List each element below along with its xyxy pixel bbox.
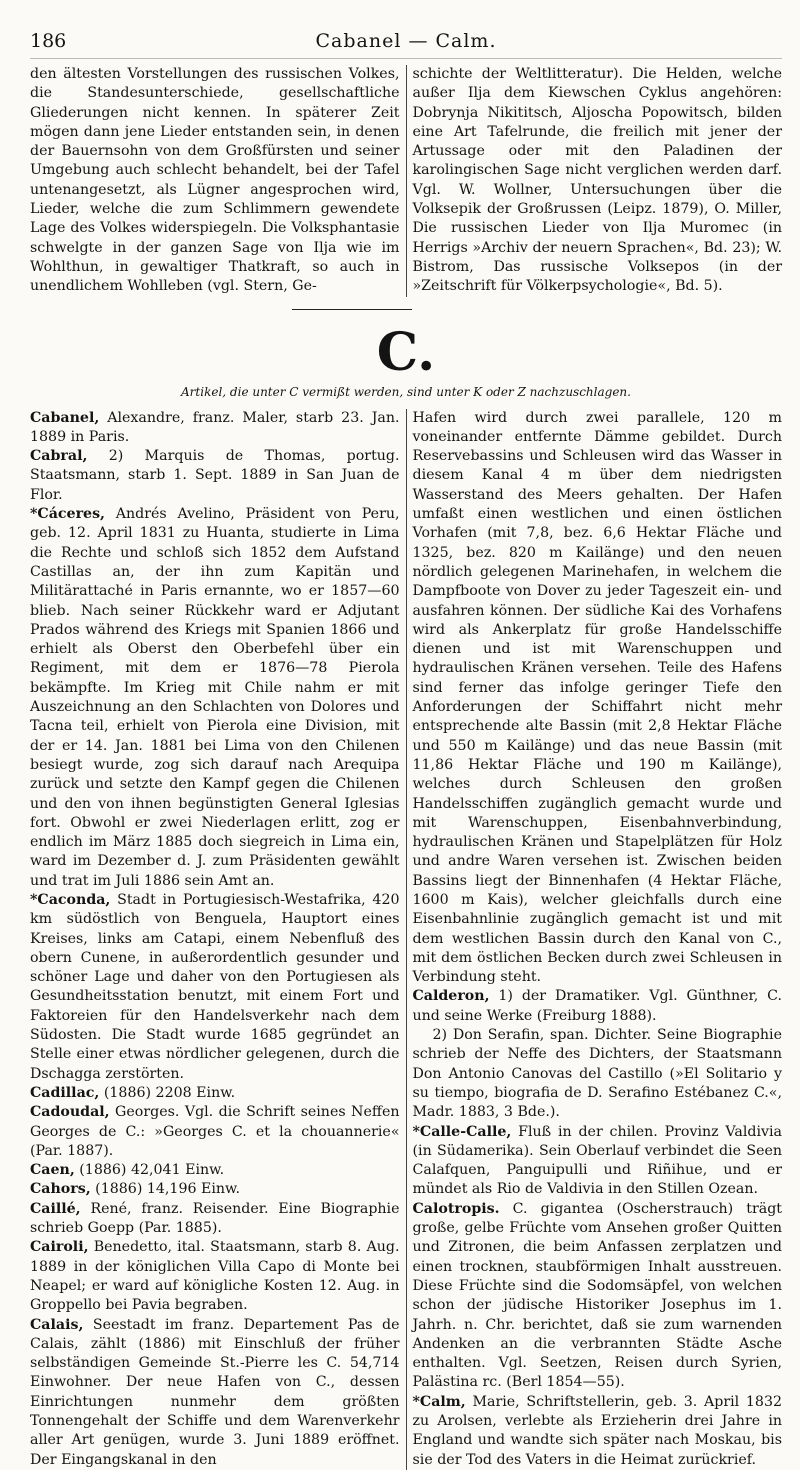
entries-left-column — [30, 409, 406, 1470]
entry-text: Alexandre, franz. Maler, starb 23. Jan. 1889 in Paris. — [30, 409, 400, 445]
entry-text: Fluß in der chilen. Provinz Valdivia (in Südamerika). Sein Oberlauf verbindet die Seen Calafquen, Panguipulli und Riñihue, und er mündet als Rio de Valdivia in den Stillen Ozean. — [412, 1123, 782, 1198]
dictionary-entry — [413, 1200, 783, 1393]
entry-headword: Cahors, — [30, 1181, 91, 1198]
entry-text: Stadt in Portugiesisch-Westafrika, 420 km südöstlich von Benguela, Hauptort eines Kreises, links am Catapi, einem Nebenfluß des obern Cunene, in außerordentlich gesunder und schöner Lage und daher von den Portugiesen als Gesundheitsstation benutzt, mit einem Fort und Faktoreien für den Handelsverkehr nach dem Südosten. Die Stadt wurde 1685 gegründet an Stelle einer etwas nördlicher gelegenen, durch die Dschagga zerstörten. — [30, 891, 400, 1082]
entry-text: Seestadt im franz. Departement Pas de Calais, zählt (1886) mit Einschluß der früher selbständigen Gemeinde St.-Pierre les C. 54,714 Einwohner. Der neue Hafen von C., dessen Einrichtungen nunmehr dem größten Tonnengehalt der Schiffe und dem Warenverkehr aller Art genügen, wurde 3. Juni 1889 eröffnet. Der Eingangskanal in den — [30, 1316, 400, 1468]
entries-right-column — [406, 409, 783, 1470]
section-note: Artikel, die unter C vermißt werden, sind unter K oder Z nachzuschlagen. — [181, 384, 631, 399]
entry-text: Georges. Vgl. die Schrift seines Neffen Georges de C.: »Georges C. et la chouannerie« (Par. 1887). — [30, 1104, 400, 1159]
section-break — [30, 301, 782, 401]
dictionary-entry — [413, 1393, 783, 1470]
page-number: 186 — [30, 30, 67, 52]
top-left-column — [30, 65, 406, 297]
entry-text: Marie, Schriftstellerin, geb. 3. April 1832 zu Arolsen, verlebte als Erzieherin drei Jahre in England und wandte sich später nach Moskau, bis sie der Tod des Vaters in die Heimat zurückrief. — [412, 1393, 782, 1468]
entry-headword: Calais, — [30, 1316, 84, 1333]
entry-headword: Cadoudal, — [30, 1104, 110, 1121]
dictionary-entry — [413, 987, 783, 1026]
entry-headword: Cairoli, — [30, 1239, 89, 1256]
entry-headword: *Calm, — [412, 1393, 466, 1410]
entry-headword: Caillé, — [30, 1200, 81, 1217]
entry-text: (1886) 2208 Einw. — [99, 1084, 236, 1101]
dictionary-entry — [30, 409, 400, 448]
dictionary-entry — [30, 505, 400, 891]
entry-text: Hafen wird durch zwei parallele, 120 m voneinander entfernte Dämme gebildet. Durch Reservebassins und Schleusen wird das Wasser in diesem Kanal 4 m über dem niedrigsten Wasserstand des Meers gehalten. Der Hafen umfaßt einen westlichen und einen östlichen Vorhafen (mit 7,8, bez. 6,6 Hektar Fläche und 1325, bez. 820 m Kailänge) und den neuen nördlich gelegenen Marinehafen, in welchem die Dampfboote von Dover zu jeder Tageszeit ein- und ausfahren können. Der südliche Kai des Vorhafens wird als Ankerplatz für große Handelsschiffe dienen und ist mit Warenschuppen und hydraulischen Kränen versehen. Teile des Hafens sind ferner das infolge geringer Tiefe den Anforderungen der Schiffahrt nicht mehr entsprechende alte Bassin (mit 2,8 Hektar Fläche und 550 m Kailänge) und das neue Bassin (mit 11,86 Hektar Fläche und 190 m Kailänge), welches durch Schleusen den großen Handelsschiffen zugänglich gemacht wurde und mit Warenschuppen, Eisenbahnverbindung, hydraulischen Kränen und Stapelplätzen für Holz und andre Waren versehen ist. Zwischen beiden Bassins liegt der Binnenhafen (4 Hektar Fläche, 1600 m Kais), welcher gleichfalls durch eine Eisenbahnlinie zugänglich gemacht ist und mit dem westlichen Bassin durch den Kanal von C., mit dem östlichen Becken durch zwei Schleusen in Verbindung steht. — [412, 409, 782, 986]
entry-text: 2) Don Serafin, span. Dichter. Seine Biographie schrieb der Neffe des Dichters, der Staatsmann Don Antonio Canovas del Castillo (»El Solitario y su tiempo, biografia de D. Serafino Estébanez C.«, Madr. 1883, 3 Bde.). — [412, 1027, 782, 1121]
entry-headword: Cabanel, — [30, 409, 100, 426]
dictionary-entry — [30, 1316, 400, 1470]
section-letter: C. — [376, 321, 436, 383]
entry-headword: *Caconda, — [30, 891, 111, 908]
entry-text: (1886) 42,041 Einw. — [74, 1162, 225, 1179]
dictionary-entry — [413, 409, 783, 988]
entry-text: C. gigantea (Oscherstrauch) trägt große, gelbe Früchte vom Ansehen großer Quitten und Zitronen, die beim Anfassen zerplatzen und einen trocknen, staubförmigen Inhalt ausstreuen. Diese Früchte sind die Sodomsäpfel, von welchen schon der jüdische Historiker Josephus im 1. Jahrh. n. Chr. berichtet, daß sie zum warnenden Andenken an die verbrannten Städte Asche enthalten. Vgl. Seetzen, Reisen durch Syrien, Palästina rc. (Berl 1854—55). — [412, 1200, 782, 1391]
entry-headword: Calotropis. — [412, 1200, 500, 1217]
dictionary-entry — [413, 1123, 783, 1200]
dictionary-entry — [30, 1084, 400, 1103]
entry-columns — [30, 409, 782, 1470]
top-columns — [30, 65, 782, 297]
dictionary-entry — [30, 447, 400, 505]
continued-text-left: den ältesten Vorstellungen des russischen Volkes, die Standesunterschiede, gesellschaftliche Gliederungen nicht kennen. In späterer Zeit mögen dann jene Lieder entstanden sein, in denen der Bauernsohn von dem Großfürsten und seiner Umgebung auch schlecht behandelt, bei der Tafel untenangesetzt, als Lügner angesprochen wird, Lieder, welche die zum Schlimmern gewendete Lage des Volkes widerspiegeln. Die Volksphantasie schwelgte in der ganzen Sage von Ilja wie im Wohlthun, in gewaltiger Thatkraft, so auch in unendlichem Wohlleben (vgl. Stern, Ge- — [30, 66, 400, 295]
entry-headword: *Cáceres, — [30, 506, 105, 523]
entry-text: Andrés Avelino, Präsident von Peru, geb. 12. April 1831 zu Huanta, studierte in Lima die Rechte und schloß sich 1852 dem Aufstand Castillas an, der ihn zum Kapitän und Militärattaché in Paris ernannte, wo er 1857—60 blieb. Nach seiner Rückkehr ward er Adjutant Prados während des Kriegs mit Spanien 1866 und erhielt als Oberst den Oberbefehl über ein Regiment, mit dem er 1876—78 Pierola bekämpfte. Im Krieg mit Chile nahm er mit Auszeichnung an den Schlachten von Dolores und Tacna teil, erhielt von Pierola eine Division, mit der er 14. Jan. 1881 bei Lima von den Chilenen besiegt wurde, zog sich darauf nach Arequipa zurück und setzte den Kampf gegen die Chilenen und den von ihnen begünstigten General Iglesias fort. Obwohl er zwei Niederlagen erlitt, zog er endlich im März 1885 doch siegreich in Lima ein, ward im Dezember d. J. zum Präsidenten gewählt und trat im Juli 1886 sein Amt an. — [30, 506, 400, 889]
dictionary-entry — [30, 891, 400, 1084]
entry-headword: Cabral, — [30, 448, 88, 465]
entry-text: Benedetto, ital. Staatsmann, starb 8. Aug. 1889 in der königlichen Villa Capo di Monte bei Neapel; er ward auf königliche Kosten 12. Aug. in Groppello bei Pavia begraben. — [30, 1239, 400, 1314]
dictionary-page — [30, 28, 782, 1470]
dictionary-entry — [413, 1026, 783, 1122]
continued-text-right: schichte der Weltlitteratur). Die Helden, welche außer Ilja dem Kiewschen Cyklus angehören: Dobrynja Nikititsch, Aljoscha Popowitsch, bilden eine Art Tafelrunde, die freilich mit jener der Artussage oder mit den Paladinen der karolingischen Sage nicht verglichen werden darf. Vgl. W. Wollner, Untersuchungen über die Volksepik der Großrussen (Leipz. 1879), O. Miller, Die russischen Lieder von Ilja Muromec (in Herrigs »Archiv der neuern Sprachen«, Bd. 23); W. Bistrom, Das russische Volksepos (in der »Zeitschrift für Völkerpsychologie«, Bd. 5). — [412, 66, 782, 295]
section-rule — [292, 309, 412, 310]
entry-headword: *Calle-Calle, — [412, 1123, 512, 1140]
entry-headword: Cadillac, — [30, 1084, 100, 1101]
running-head: Cabanel — Calm. — [315, 30, 497, 52]
entry-text: 1) der Dramatiker. Vgl. Günthner, C. und seine Werke (Freiburg 1888). — [412, 988, 782, 1024]
dictionary-entry — [30, 1200, 400, 1239]
dictionary-entry — [30, 1180, 400, 1199]
page-header — [30, 28, 782, 59]
dictionary-entry — [30, 1238, 400, 1315]
entry-text: (1886) 14,196 Einw. — [90, 1181, 241, 1198]
top-right-column — [406, 65, 783, 297]
entry-text: René, franz. Reisender. Eine Biographie schrieb Goepp (Par. 1885). — [30, 1200, 400, 1237]
entry-text: 2) Marquis de Thomas, portug. Staatsmann, starb 1. Sept. 1889 in San Juan de Flor. — [30, 448, 400, 503]
dictionary-entry — [30, 1161, 400, 1180]
entry-headword: Calderon, — [412, 988, 490, 1005]
entry-headword: Caen, — [30, 1162, 75, 1179]
dictionary-entry — [30, 1103, 400, 1161]
